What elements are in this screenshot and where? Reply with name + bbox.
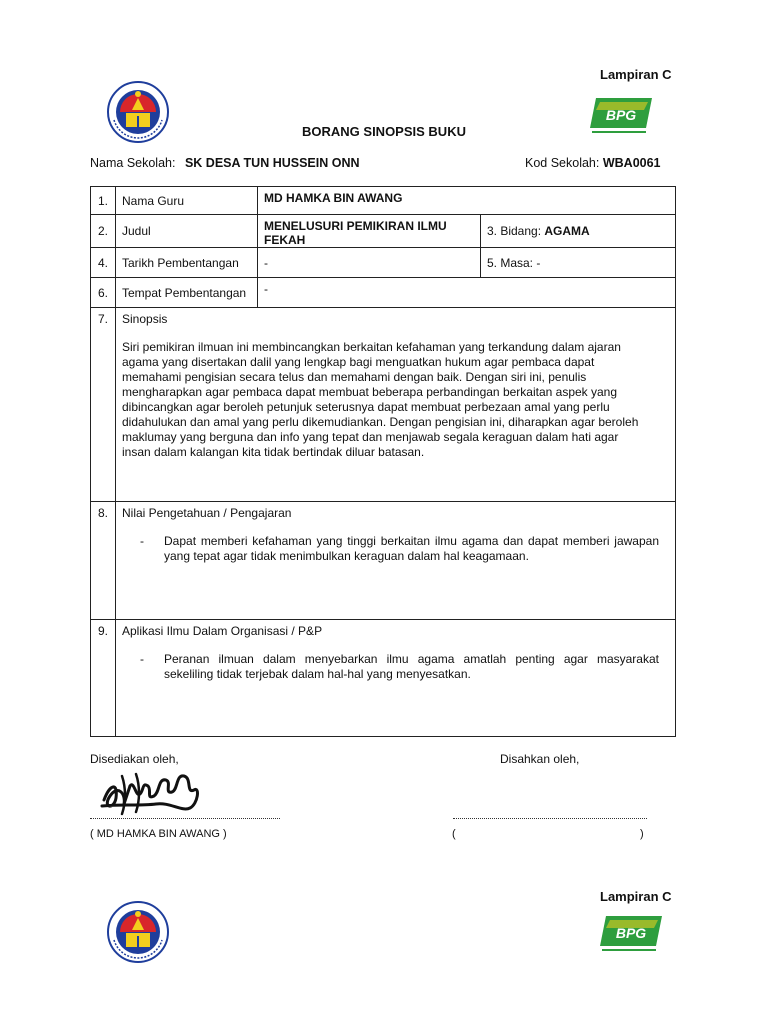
aplikasi-label: Aplikasi Ilmu Dalam Organisasi / P&P: [122, 624, 323, 638]
bpg-logo-text: BPG: [605, 107, 637, 123]
aplikasi-cell: [116, 620, 676, 737]
row-number: 4.: [91, 248, 116, 278]
row-label: Nama Guru: [116, 187, 258, 215]
masa-label: 5. Masa:: [487, 255, 534, 270]
school-name-label: Nama Sekolah:: [90, 156, 176, 170]
school-code-value: WBA0061: [602, 156, 661, 170]
approved-signature-line: [453, 818, 647, 819]
aplikasi-list-item: [140, 652, 669, 682]
masa-value: -: [536, 255, 541, 270]
form-title: BORANG SINOPSIS BUKU: [302, 124, 466, 139]
school-name-row: [90, 156, 360, 170]
teacher-name-value: MD HAMKA BIN AWANG: [258, 187, 676, 215]
row-aplikasi: [91, 620, 676, 737]
prepared-by-label: Disediakan oleh,: [90, 752, 179, 766]
nilai-cell: [116, 502, 676, 620]
aplikasi-text: Peranan ilmuan dalam menyebarkan ilmu agama amatlah penting agar masyarakat sekeliling tidak terjebak dalam hal-hal yang menyesatkan.: [164, 652, 659, 681]
synopsis-form-table: [90, 186, 676, 737]
venue-value: -: [258, 278, 676, 308]
sinopsis-text: Siri pemikiran ilmuan ini membincangkan berkaitan kefahaman yang terkandung dalam ajaran agama yang disertakan dalil yang lengkap bagi menguatkan hukum agar pembaca dapat memahami pengisian secara telus dan memahami dengan baik. Dengan siri ini, penulis mengharapkan agar pembaca dapat membuat beberapa perbandingan berkaitan aspek yang dibincangkan agar beroleh petunjuk seterusnya dapat membuat perbezaan amal yang perlu didahulukan dan amal yang perlu dikemudiankan. Dengan pengisian ini, diharapkan agar beroleh maklumay yang berguna dan info yang tepat dan menjawab segala keraguan dalam hati agar insan dalam kalangan kita tidak bertindak diluar batasan.: [122, 340, 639, 459]
bullet-dash: -: [140, 652, 144, 666]
row-number: 1.: [91, 187, 116, 215]
bullet-dash: -: [140, 534, 144, 548]
sinopsis-label: Sinopsis: [122, 312, 168, 326]
row-tempat: [91, 278, 676, 308]
approved-name-open: (: [452, 828, 456, 840]
bpg-logo-text: BPG: [615, 925, 647, 941]
nilai-label: Nilai Pengetahuan / Pengajaran: [122, 506, 292, 520]
row-label: Tarikh Pembentangan: [116, 248, 258, 278]
bidang-label: 3. Bidang:: [487, 224, 542, 238]
approved-name-close: ): [640, 828, 644, 840]
kpm-logo-icon-page2: [106, 900, 170, 964]
row-label: Tempat Pembentangan: [116, 278, 258, 308]
sinopsis-cell: [116, 308, 676, 502]
row-nilai: [91, 502, 676, 620]
bpg-logo-icon-page2: [598, 912, 664, 952]
row-sinopsis: [91, 308, 676, 502]
prepared-signature-line: [90, 818, 280, 819]
row-number: 7.: [91, 308, 116, 502]
row-number: 9.: [91, 620, 116, 737]
approved-by-label: Disahkan oleh,: [500, 752, 580, 766]
school-code-label: Kod Sekolah:: [525, 156, 600, 170]
bidang-value: AGAMA: [544, 224, 590, 238]
nilai-list-item: [140, 534, 669, 564]
row-nama-guru: [91, 187, 676, 215]
row-judul: [91, 215, 676, 248]
row-number: 6.: [91, 278, 116, 308]
masa-cell: [481, 248, 676, 278]
date-value: -: [258, 248, 481, 278]
nilai-text: Dapat memberi kefahaman yang tinggi berkaitan ilmu agama dan dapat memberi jawapan yang tepat agar tidak menimbulkan keraguan dalam hal keagamaan.: [164, 534, 659, 563]
title-value: MENELUSURI PEMIKIRAN ILMU FEKAH: [258, 215, 481, 248]
prepared-name: ( MD HAMKA BIN AWANG ): [90, 828, 227, 840]
school-name-value: SK DESA TUN HUSSEIN ONN: [184, 156, 360, 170]
row-label: Judul: [116, 215, 258, 248]
bidang-cell: [481, 215, 676, 248]
row-tarikh: [91, 248, 676, 278]
school-code-row: [525, 156, 661, 170]
lampiran-label-page2: Lampiran C: [600, 889, 672, 904]
lampiran-label: Lampiran C: [600, 67, 672, 82]
row-number: 2.: [91, 215, 116, 248]
signature-icon: [96, 764, 216, 820]
row-number: 8.: [91, 502, 116, 620]
